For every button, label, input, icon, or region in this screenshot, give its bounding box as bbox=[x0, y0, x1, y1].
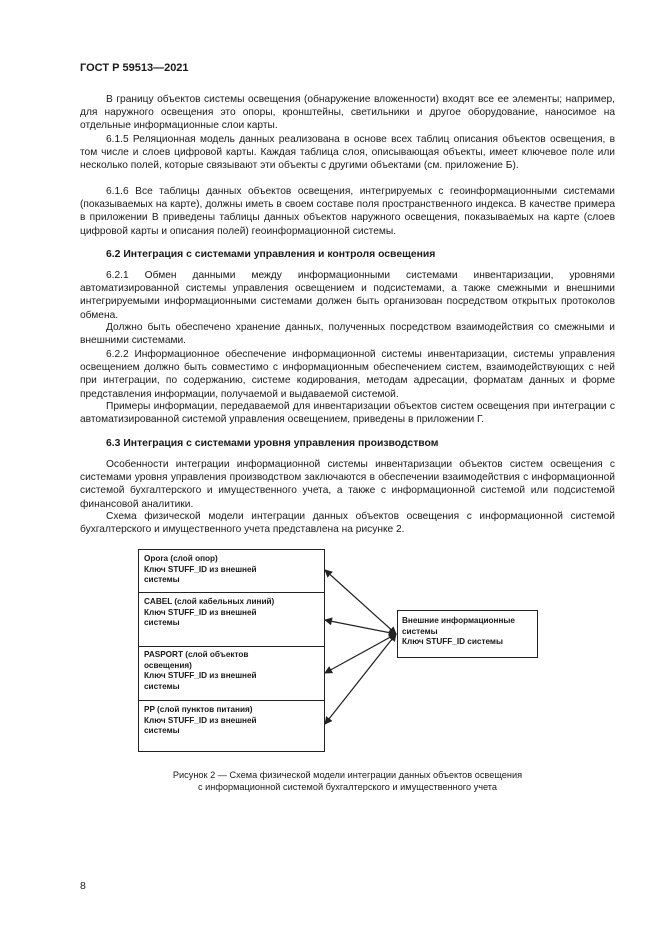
figure-caption bbox=[80, 769, 615, 794]
caption-line-2: с информационной системой бухгалтерского и имущественного учета bbox=[197, 782, 498, 793]
layer-key: Ключ STUFF_ID из внешней bbox=[144, 607, 257, 617]
document-header: ГОСТ Р 59513—2021 bbox=[80, 62, 189, 74]
paragraph-6-2-1: 6.2.1 Обмен данными между информационными системами инвентаризации, уровнями автоматизированной системы управления освещением и подсистемами, а также смежными и внешними интегрируемыми информационными системами должен быть организован посредством открытых протоколов обмена. bbox=[80, 270, 615, 321]
arrow-opora bbox=[325, 570, 396, 634]
arrow-pasport bbox=[325, 634, 396, 673]
paragraph-6-2-2: 6.2.2 Информационное обеспечение информационной системы инвентаризации, системы управления освещением должно быть совместимо с информационным обеспечением систем, взаимодействующих с ней при интеграции, по содержанию, системе кодирования, методам адресации, форматам данных и форме представления информации, получаемой и выдаваемой системой. bbox=[80, 349, 615, 400]
paragraph-integration-features: Особенности интеграции информационной системы инвентаризации объектов систем освещения с системами уровня управления производством заключаются в обеспечении взаимодействия с информационной системой бухгалтерского и имущественного учета, а также с информационной системой или подсистемой финансовой аналитики. bbox=[80, 459, 615, 510]
layer-key: Ключ STUFF_ID из внешней bbox=[144, 671, 257, 681]
layer-box-cabel bbox=[144, 597, 274, 629]
caption-line-1: Рисунок 2 — Схема физической модели интеграции данных объектов освещения bbox=[172, 770, 523, 780]
paragraph-scheme-reference: Схема физической модели интеграции данных объектов освещения с информационной системой бухгалтерского и имущественного учета представлена на рисунке 2. bbox=[80, 511, 615, 536]
section-heading-6-2: 6.2 Интеграция с системами управления и контроля освещения bbox=[106, 249, 436, 260]
page-number: 8 bbox=[80, 880, 86, 892]
paragraph-6-1-5: 6.1.5 Реляционная модель данных реализована в основе всех таблиц описания объектов освещения, в том числе и слоев цифровой карты. Каждая таблица слоя, описывающая объекты, имеет ключевое поле или несколько полей, которые связывают эти объекты с другими объектами (см. приложение Б). bbox=[80, 134, 615, 172]
layer-title: PASPORT (слой объектов bbox=[144, 650, 249, 659]
layer-title: Opora (слой опор) bbox=[144, 554, 218, 563]
arrow-cabel bbox=[325, 620, 396, 634]
layer-title-cont: освещения) bbox=[144, 660, 192, 670]
paragraph-object-boundaries: В границу объектов системы освещения (обнаружение вложенности) входят все ее элементы; например, для наружного освещения это опоры, кронштейны, светильники и другое оборудование, наносимое на отдельные информационные слои карты. bbox=[80, 94, 615, 132]
arrow-pp bbox=[325, 634, 396, 724]
layer-box-opora bbox=[144, 554, 257, 586]
layer-key-tail: системы bbox=[144, 618, 180, 628]
layer-key-tail: системы bbox=[144, 726, 180, 736]
layer-key: Ключ STUFF_ID из внешней bbox=[144, 715, 257, 725]
layer-box-pp bbox=[144, 705, 257, 737]
layer-key-tail: системы bbox=[144, 575, 180, 585]
layer-key: Ключ STUFF_ID из внешней bbox=[144, 564, 257, 574]
layer-title: CABEL (слой кабельных линий) bbox=[144, 597, 275, 606]
layer-title: PP (слой пунктов питания) bbox=[144, 705, 253, 714]
paragraph-examples: Примеры информации, передаваемой для инвентаризации объектов систем освещения при интеграции с автоматизированной системой управления освещением, приведены в приложении Г. bbox=[80, 401, 615, 426]
paragraph-data-storage: Должно быть обеспечено хранение данных, полученных посредством взаимодействия со смежными и внешними системами. bbox=[80, 322, 615, 347]
external-system-title: Внешние информационные bbox=[402, 616, 515, 625]
external-system-title-cont: системы bbox=[402, 626, 438, 636]
paragraph-6-1-6: 6.1.6 Все таблицы данных объектов освещения, интегрируемых с геоинформационными системами (показываемых на карте), должны иметь в своем составе поля пространственного индекса. В качестве примера в приложении В приведены таблицы данных объектов наружного освещения, показываемых на карте (слоев цифровой карты и описания полей) геоинформационной системы. bbox=[80, 186, 615, 237]
section-heading-6-3: 6.3 Интеграция с системами уровня управления производством bbox=[106, 438, 439, 449]
external-system-key: Ключ STUFF_ID системы bbox=[402, 637, 503, 647]
layer-key-tail: системы bbox=[144, 681, 180, 691]
layer-box-pasport bbox=[144, 650, 257, 692]
figure-2-diagram bbox=[138, 549, 538, 752]
external-system-box bbox=[402, 616, 515, 648]
